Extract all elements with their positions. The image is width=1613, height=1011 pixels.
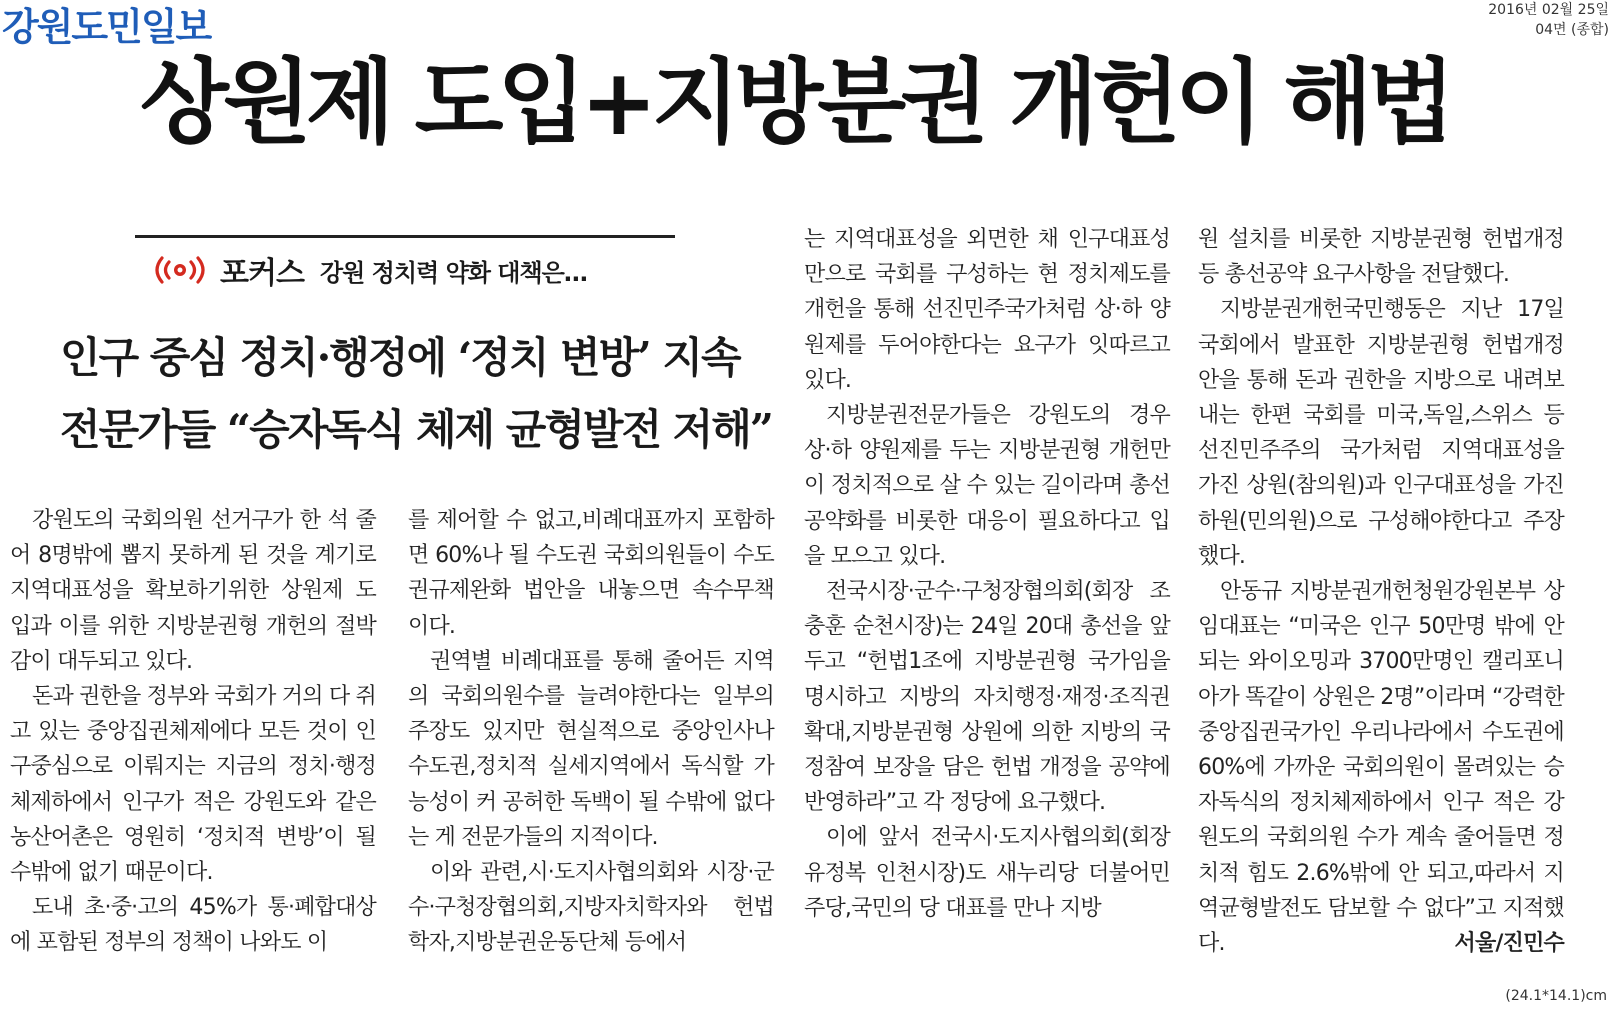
paragraph: 이와 관련,시·도지사협의회와 시장·군수·구청장협의회,지방자치학자와 헌법학자,지방분권운동단체 등에서	[408, 860, 774, 956]
paragraph: 원 설치를 비롯한 지방분권형 헌법개정 등 총선공약 요구사항을 전달했다.	[1198, 227, 1564, 288]
article-column-3	[804, 222, 1170, 967]
paragraph: 지방분권전문가들은 강원도의 경우 상·하 양원제를 두는 지방분권형 개헌만이 정치적으로 살 수 있는 길이라며 총선공약화를 비롯한 대응이 필요하다고 입을 모으고 있다.	[804, 403, 1170, 569]
article-size: (24.1*14.1)cm	[1505, 988, 1607, 1004]
paragraph	[1198, 574, 1564, 961]
newspaper-masthead: 강원도민일보	[2, 5, 211, 49]
focus-label: 포커스	[220, 256, 304, 291]
paragraph: 돈과 권한을 정부와 국회가 거의 다 쥐고 있는 중앙집권체제에다 모든 것이 인구중심으로 이뤄지는 지금의 정치·행정체제하에서 인구가 적은 강원도와 같은 농산어촌은 영원히 ‘정치적 변방’이 될 수밖에 없기 때문이다.	[10, 684, 376, 886]
focus-banner	[148, 250, 587, 290]
paragraph: 전국시장·군수·구청장협의회(회장 조충훈 순천시장)는 24일 20대 총선을 앞두고 “헌법1조에 지방분권형 국가임을 명시하고 지방의 자치행정·재정·조직권 확대,지방분권형 상원에 의한 지방의 국정참여 보장을 담은 헌법 개정을 공약에 반영하라”고 각 정당에 요구했다.	[804, 579, 1170, 816]
broadcast-icon	[148, 253, 212, 287]
article-column-4	[1198, 222, 1564, 967]
issue-meta	[1488, 0, 1609, 40]
focus-topic: 강원 정치력 약화 대책은…	[319, 258, 587, 287]
article-column-1	[10, 503, 376, 963]
paragraph: 는 지역대표성을 외면한 채 인구대표성만으로 국회를 구성하는 현 정치제도를 개헌을 통해 선진민주국가처럼 상·하 양원제를 두어야한다는 요구가 잇따르고 있다.	[804, 227, 1170, 393]
article-column-2	[408, 503, 774, 963]
paragraph: 지방분권개헌국민행동은 지난 17일 국회에서 발표한 지방분권형 헌법개정안을 통해 돈과 권한을 지방으로 내려보내는 한편 국회를 미국,독일,스위스 등 선진민주주의 국가처럼 지역대표성을 가진 상원(참의원)과 인구대표성을 가진 하원(민의원)으로 구성해야한다고 주장했다.	[1198, 297, 1564, 569]
subheadline-2: 전문가들 “승자독식 체제 균형발전 저해”	[60, 405, 772, 454]
paragraph-text: 안동규 지방분권개헌청원강원본부 상임대표는 “미국은 인구 50만명 밖에 안되는 와이오밍과 3700만명인 캘리포니아가 똑같이 상원은 2명”이라며 “강력한 중앙집권국가인 우리나라에서 수도권에 60%에 가까운 국회의원이 몰려있는 승자독식의 정치체제하에서 인구 적은 강원도의 국회의원 수가 계속 줄어들면 정치적 힘도 2.6%밖에 안 되고,따라서 지역균형발전도 담보할 수 없다”고 지적했다.	[1198, 579, 1564, 957]
subheadline-1: 인구 중심 정치·행정에 ‘정치 변방’ 지속	[60, 333, 740, 382]
issue-date: 2016년 02월 25일	[1488, 2, 1609, 18]
paragraph: 강원도의 국회의원 선거구가 한 석 줄어 8명밖에 뽑지 못하게 된 것을 계기로 지역대표성을 확보하기위한 상원제 도입과 이를 위한 지방분권형 개헌의 절박감이 대두되고 있다.	[10, 508, 376, 674]
reporter-byline: 서울/진민수	[1454, 931, 1564, 957]
paragraph: 를 제어할 수 없고,비례대표까지 포함하면 60%나 될 수도권 국회의원들이 수도권규제완화 법안을 내놓으면 속수무책이다.	[408, 508, 774, 639]
focus-divider	[135, 235, 675, 238]
main-headline: 상원제 도입+지방분권 개헌이 해법	[140, 49, 1450, 156]
paragraph: 도내 초·중·고의 45%가 통·폐합대상에 포함된 정부의 정책이 나와도 이	[10, 895, 376, 956]
paragraph: 이에 앞서 전국시·도지사협의회(회장 유정복 인천시장)도 새누리당 더불어민주당,국민의 당 대표를 만나 지방	[804, 825, 1170, 921]
paragraph: 권역별 비례대표를 통해 줄어든 지역의 국회의원수를 늘려야한다는 일부의 주장도 있지만 현실적으로 중앙인사나 수도권,정치적 실세지역에서 독식할 가능성이 커 공허한 독백이 될 수밖에 없다는 게 전문가들의 지적이다.	[408, 648, 774, 850]
page-section: 04면 (종합)	[1535, 22, 1609, 38]
